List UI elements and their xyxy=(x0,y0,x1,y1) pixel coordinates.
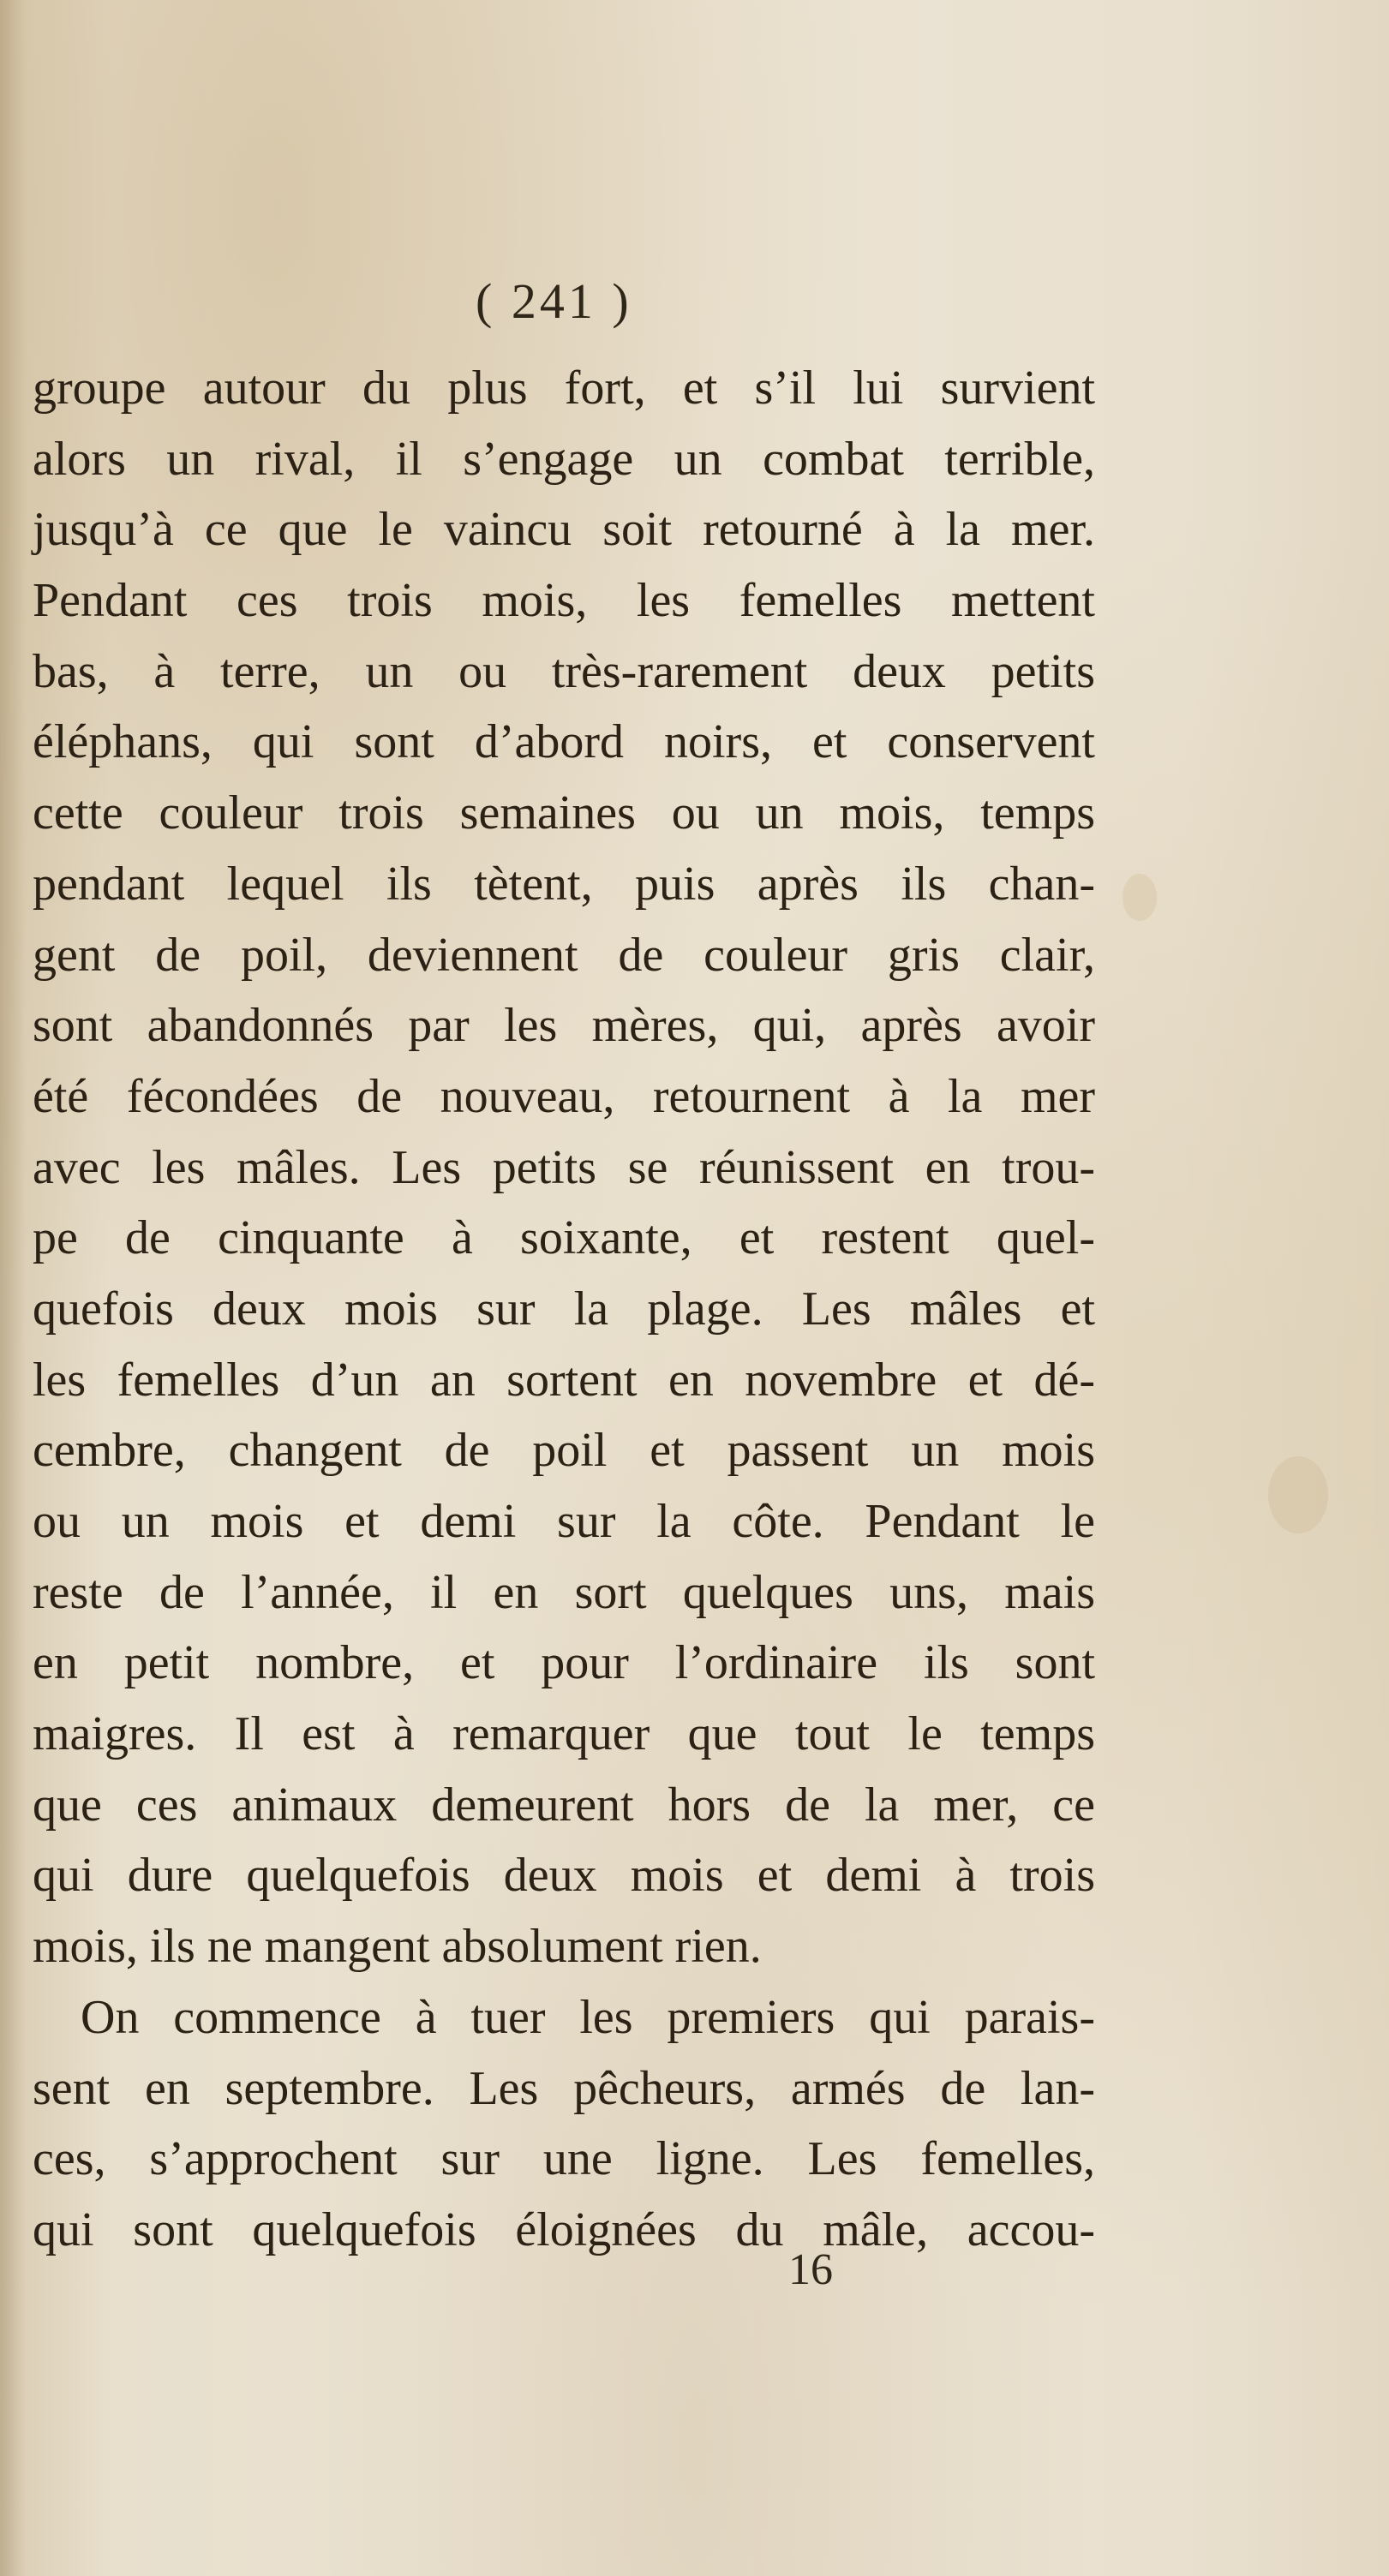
text-line: pe de cinquante à soixante, et restent quel- xyxy=(33,1211,1095,1265)
text-line: cembre, changent de poil et passent un mois xyxy=(33,1424,1095,1478)
body-text xyxy=(33,353,1095,2266)
text-line: ces, s’approchent sur une ligne. Les femelles, xyxy=(33,2132,1095,2186)
text-line: été fécondées de nouveau, retournent à la mer xyxy=(33,1069,1095,1123)
text-line: jusqu’à ce que le vaincu soit retourné à la mer. xyxy=(33,503,1095,557)
signature-mark: 16 xyxy=(788,2245,833,2294)
text-line: que ces animaux demeurent hors de la mer, ce xyxy=(33,1778,1095,1832)
text-line: sent en septembre. Les pêcheurs, armés de lan- xyxy=(33,2061,1095,2115)
text-line: On commence à tuer les premiers qui parais- xyxy=(81,1990,1095,2044)
text-line: maigres. Il est à remarquer que tout le temps xyxy=(33,1707,1095,1761)
text-line: qui dure quelquefois deux mois et demi à trois xyxy=(33,1849,1095,1903)
page-number: ( 241 ) xyxy=(476,273,632,329)
text-line: groupe autour du plus fort, et s’il lui survient xyxy=(33,362,1095,415)
text-line: qui sont quelquefois éloignées du mâle, accou- xyxy=(33,2202,1095,2256)
text-line: sont abandonnés par les mères, qui, après avoir xyxy=(33,999,1095,1053)
paper-stain xyxy=(1268,1456,1328,1533)
text-line: avec les mâles. Les petits se réunissent en trou- xyxy=(33,1140,1095,1194)
text-line: quefois deux mois sur la plage. Les mâles et xyxy=(33,1282,1095,1336)
text-line: pendant lequel ils tètent, puis après ils chan- xyxy=(33,857,1095,911)
text-line: gent de poil, deviennent de couleur gris clair, xyxy=(33,928,1095,982)
text-line: en petit nombre, et pour l’ordinaire ils sont xyxy=(33,1636,1095,1690)
text-line: ou un mois et demi sur la côte. Pendant le xyxy=(33,1495,1095,1548)
text-line: bas, à terre, un ou très-rarement deux petits xyxy=(33,644,1095,698)
page-edge-shadow xyxy=(0,0,26,2576)
text-line: éléphans, qui sont d’abord noirs, et conservent xyxy=(33,715,1095,769)
paper-stain xyxy=(1123,874,1157,921)
text-line: cette couleur trois semaines ou un mois, temps xyxy=(33,786,1095,840)
text-line: les femelles d’un an sortent en novembre et dé- xyxy=(33,1353,1095,1407)
text-line: mois, ils ne mangent absolument rien. xyxy=(33,1920,762,1974)
text-line: reste de l’année, il en sort quelques uns, mais xyxy=(33,1565,1095,1619)
text-line: Pendant ces trois mois, les femelles mettent xyxy=(33,574,1095,628)
text-line: alors un rival, il s’engage un combat terrible, xyxy=(33,432,1095,486)
